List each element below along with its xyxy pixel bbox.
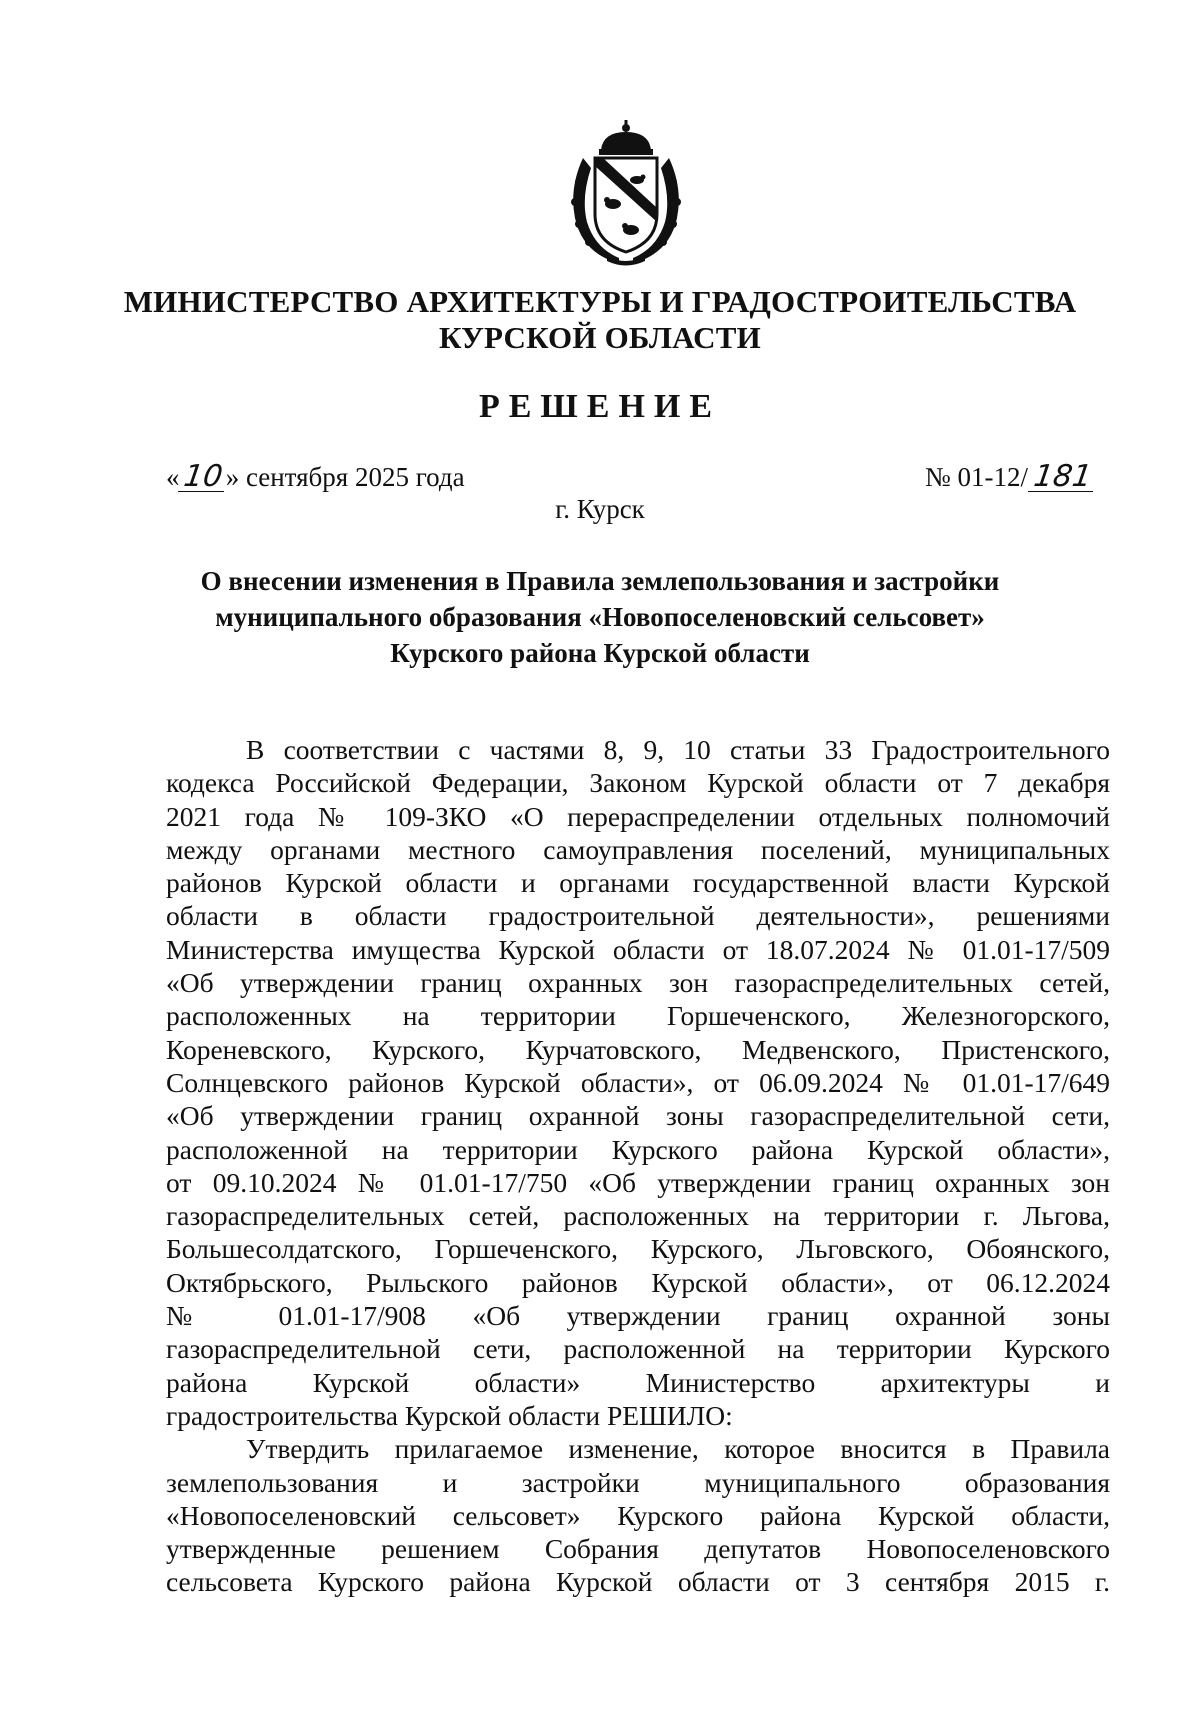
body-line: газораспределительных сетей, расположенных на территории г. Льгова, <box>166 1200 1110 1232</box>
document-number <box>925 460 1095 494</box>
subject-line-1: О внесении изменения в Правила землепользования и застройки <box>200 566 1000 596</box>
body-line: «Новопоселеновский сельсовет» Курского района Курской области, <box>166 1499 1110 1531</box>
body-line: районов Курской области и органами государственной власти Курской <box>166 867 1110 899</box>
body-line: Министерства имущества Курской области от 18.07.2024 № 01.01-17/509 <box>166 933 1110 965</box>
body-line: расположенных на территории Горшеченского, Железногорского, <box>166 1000 1110 1032</box>
body-line: между органами местного самоуправления поселений, муниципальных <box>166 833 1110 865</box>
body-line: сельсовета Курского района Курской области от 3 сентября 2015 г. <box>166 1566 1110 1598</box>
body-line: Солнцевского районов Курской области», от 06.09.2024 № 01.01-17/649 <box>166 1066 1110 1098</box>
body-line: Кореневского, Курского, Курчатовского, Медвенского, Пристенского, <box>166 1033 1110 1065</box>
body-line: «Об утверждении границ охранной зоны газораспределительной сети, <box>166 1100 1110 1132</box>
date-rest: » сентября 2025 года <box>225 462 465 492</box>
body-line: Утвердить прилагаемое изменение, которое вносится в Правила <box>246 1433 1110 1465</box>
body-line: «Об утверждении границ охранных зон газораспределительных сетей, <box>166 967 1110 999</box>
document-date <box>166 460 465 494</box>
body-line: землепользования и застройки муниципального образования <box>166 1466 1110 1498</box>
organization-name-line-2: КУРСКОЙ ОБЛАСТИ <box>439 320 761 355</box>
body-line: № 01.01-17/908 «Об утверждении границ охранной зоны <box>166 1300 1110 1332</box>
date-day-handwritten: 10 <box>177 463 227 492</box>
body-line: 2021 года № 109-ЗКО «О перераспределении отдельных полномочий <box>166 800 1110 832</box>
organization-name-line-1: МИНИСТЕРСТВО АРХИТЕКТУРЫ И ГРАДОСТРОИТЕЛЬСТВА <box>123 284 1077 319</box>
subject-line-2: муниципального образования «Новопоселеновский сельсовет» <box>215 602 985 632</box>
document-type-heading: РЕШЕНИЕ <box>478 388 722 425</box>
number-handwritten: 181 <box>1028 463 1097 492</box>
document-city: г. Курск <box>555 494 645 524</box>
body-line: утвержденные решением Собрания депутатов Новопоселеновского <box>166 1533 1110 1565</box>
body-line: Октябрьского, Рыльского районов Курской области», от 06.12.2024 <box>166 1266 1110 1298</box>
body-line: области в области градостроительной деятельности», решениями <box>166 900 1110 932</box>
body-line: В соответствии с частями 8, 9, 10 статьи 33 Градостроительного <box>246 734 1110 765</box>
number-prefix: № 01-12/ <box>925 462 1029 492</box>
coat-of-arms-icon <box>561 118 691 268</box>
date-open-quote: « <box>166 462 180 492</box>
body-line: кодекса Российской Федерации, Законом Курской области от 7 декабря <box>166 767 1110 799</box>
body-line: расположенной на территории Курского района Курской области», <box>166 1133 1110 1165</box>
body-line: градостроительства Курской области РЕШИЛО: <box>166 1399 733 1431</box>
body-line: от 09.10.2024 № 01.01-17/750 «Об утверждении границ охранных зон <box>166 1166 1110 1198</box>
body-line: Большесолдатского, Горшеченского, Курского, Льговского, Обоянского, <box>166 1233 1110 1265</box>
document-body <box>166 733 1110 1599</box>
body-line: района Курской области» Министерство архитектуры и <box>166 1366 1110 1398</box>
subject-line-3: Курского района Курской области <box>390 638 810 668</box>
body-line: газораспределительной сети, расположенной на территории Курского <box>166 1333 1110 1365</box>
